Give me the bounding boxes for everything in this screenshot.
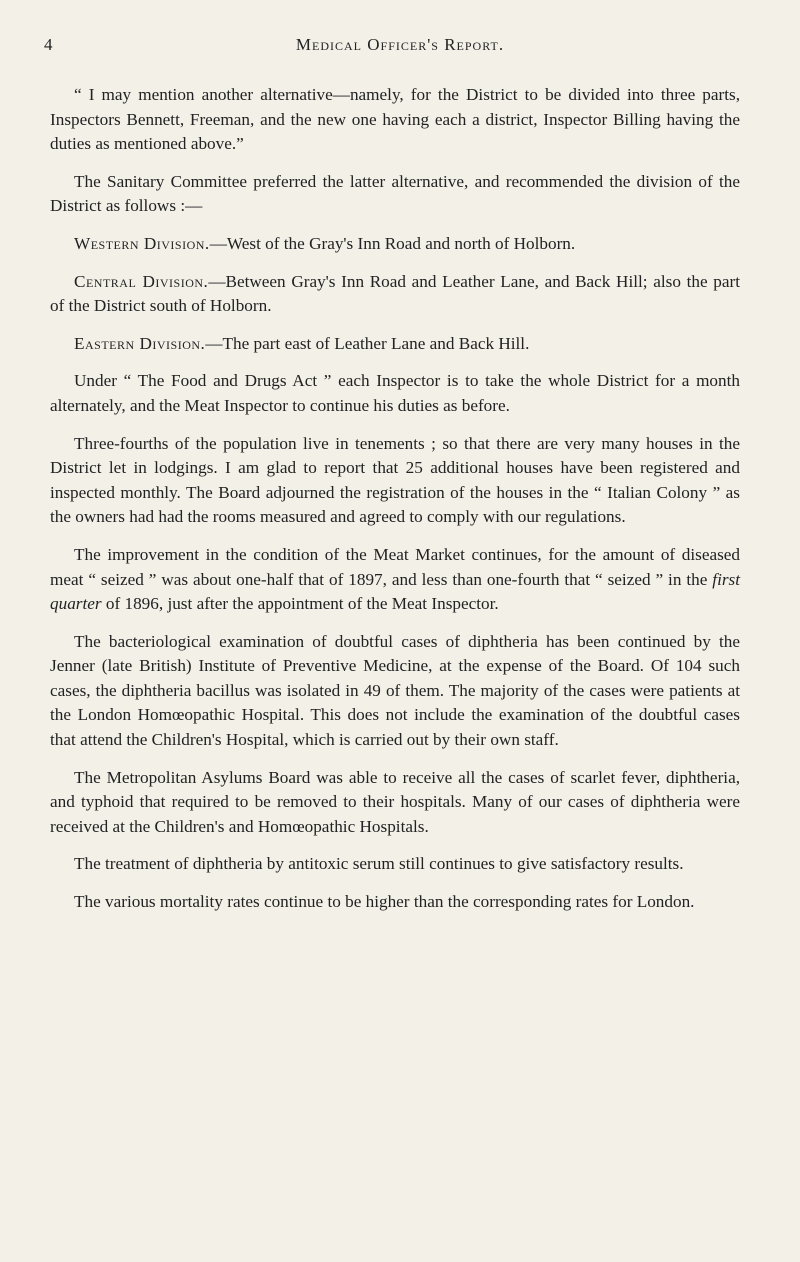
paragraph-mortality-rates: The various mortality rates continue to be higher than the corresponding rates for London.	[74, 892, 695, 912]
paragraph-antitoxic-serum: The treatment of diphtheria by antitoxic serum still continues to give satisfactory results.	[74, 854, 684, 874]
paragraph-bacteriological-examination: The bacteriological examination of doubtful cases of diphtheria has been continued by the Jenner (late British) Institute of Preventive Medicine, at the expense of the Board. Of 104 such cases, the diphtheria bacillus was isolated in 49 of them. The majority of the cases were patients at the London Homœopathic Hospital. This does not include the examination of the doubtful cases that attend the Children's Hospital, which is carried out by their own staff.	[50, 631, 740, 750]
paragraph-alternative-quote: “ I may mention another alternative—namely, for the District to be divided into three parts, Inspectors Bennett, Freeman, and the new one having each a district, Inspector Billing having the duties as mentioned above.”	[50, 85, 740, 154]
western-division-text: —West of the Gray's Inn Road and north of Holborn.	[209, 233, 576, 253]
paragraph-asylums-board: The Metropolitan Asylums Board was able to receive all the cases of scarlet fever, diphtheria, and typhoid that required to be removed to their hospitals. Many of our cases of diphtheria were received at the Children's and Homœopathic Hospitals.	[50, 767, 740, 836]
eastern-division-name: Eastern Division.	[74, 333, 206, 353]
first-quarter-emphasis: first quarter	[50, 569, 740, 614]
paragraph-western-division	[50, 232, 740, 257]
page-header	[44, 34, 756, 56]
paragraph-committee-recommendation: The Sanitary Committee preferred the latter alternative, and recommended the division of the District as follows :—	[50, 171, 740, 216]
paragraph-eastern-division	[50, 332, 740, 357]
central-division-name: Central Division.	[74, 271, 209, 291]
page-number: 4	[44, 35, 53, 54]
report-body	[50, 83, 740, 928]
paragraph-tenements: Three-fourths of the population live in tenements ; so that there are very many houses in the District let in lodgings. I am glad to report that 25 additional houses have been registered and inspected monthly. The Board adjourned the registration of the houses in the “ Italian Colony ” as the owners had had the rooms measured and agreed to comply with our regulations.	[50, 433, 740, 527]
central-division-text: —Between Gray's Inn Road and Leather Lane, and Back Hill; also the part of the District south of Holborn.	[50, 271, 740, 316]
paragraph-central-division	[50, 270, 740, 319]
paragraph-food-drugs-act: Under “ The Food and Drugs Act ” each Inspector is to take the whole District for a month alternately, and the Meat Inspector to continue his duties as before.	[50, 371, 740, 415]
meat-market-text-end: of 1896, just after the appointment of the Meat Inspector.	[101, 594, 499, 614]
running-title: Medical Officer's Report.	[295, 35, 505, 54]
eastern-division-text: —The part east of Leather Lane and Back Hill.	[205, 333, 530, 353]
western-division-name: Western Division.	[74, 233, 210, 253]
paragraph-meat-market	[50, 543, 740, 617]
meat-market-text-start: The improvement in the condition of the Meat Market continues, for the amount of diseased meat “ seized ” was about one-half that of 1897, and less than one-fourth that “ seized ” in the	[50, 544, 740, 589]
